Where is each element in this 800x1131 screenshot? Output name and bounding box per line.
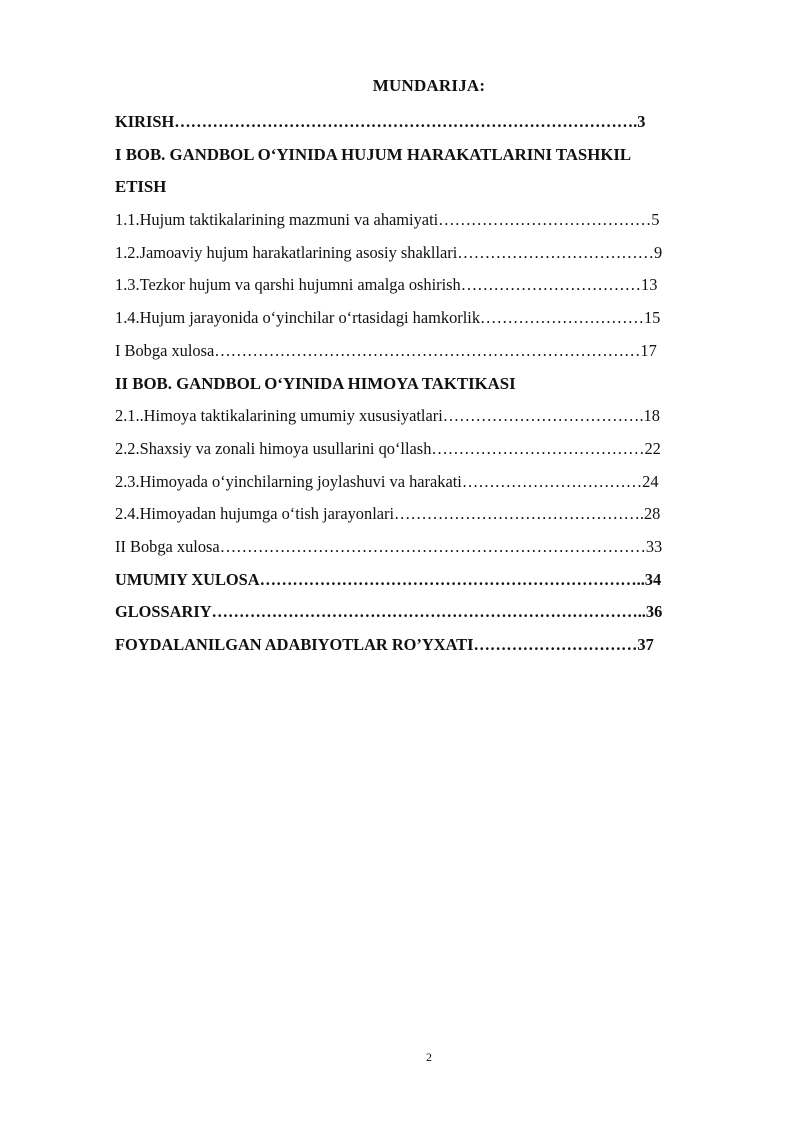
toc-entry-1-2[interactable]: 1.2.Jamoaviy hujum harakatlarining asosiy shakllari………………………………9 bbox=[115, 242, 663, 262]
toc-entry-chapter-1-line-1[interactable]: I BOB. GANDBOL O‘YINIDA HUJUM HARAKATLARINI TASHKIL bbox=[115, 144, 632, 164]
toc-entry-2-2[interactable]: 2.2.Shaxsiy va zonali himoya usullarini qo‘llash…………………………………22 bbox=[115, 438, 661, 458]
table-of-contents bbox=[115, 106, 745, 662]
toc-entry-2-4[interactable]: 2.4.Himoyadan hujumga o‘tish jarayonlari……………………………………….28 bbox=[115, 504, 661, 524]
toc-entry-chapter-2[interactable]: II BOB. GANDBOL O‘YINIDA HIMOYA TAKTIKASI bbox=[115, 373, 516, 393]
page-number: 2 bbox=[426, 1050, 432, 1064]
toc-entry-chapter-1-line-2[interactable]: ETISH bbox=[115, 177, 167, 197]
toc-entry-glossary[interactable]: GLOSSARIY……………………………………………………………………..36 bbox=[115, 602, 663, 622]
toc-entry-chapter-2-conclusion[interactable]: II Bobga xulosa……………………………………………………………………33 bbox=[115, 536, 663, 556]
toc-entry-1-1[interactable]: 1.1.Hujum taktikalarining mazmuni va ahamiyati…………………………………5 bbox=[115, 210, 660, 230]
toc-entry-2-3[interactable]: 2.3.Himoyada o‘yinchilarning joylashuvi va harakati……………………………24 bbox=[115, 471, 659, 491]
page-title: MUNDARIJA: bbox=[372, 76, 486, 95]
toc-entry-references[interactable]: FOYDALANILGAN ADABIYOTLAR RO’YXATI…………………………37 bbox=[115, 635, 654, 654]
toc-entry-chapter-1-conclusion[interactable]: I Bobga xulosa……………………………………………………………………17 bbox=[115, 340, 657, 360]
toc-entry-1-4[interactable]: 1.4.Hujum jarayonida o‘yinchilar o‘rtasidagi hamkorlik…………………………15 bbox=[115, 308, 661, 328]
toc-entry-2-1[interactable]: 2.1..Himoya taktikalarining umumiy xususiyatlari……………………………….18 bbox=[115, 406, 660, 426]
toc-entry-1-3[interactable]: 1.3.Tezkor hujum va qarshi hujumni amalga oshirish……………………………13 bbox=[115, 275, 658, 295]
toc-entry-kirish[interactable]: KIRISH………………………………………………………………………….3 bbox=[115, 112, 646, 131]
toc-entry-general-conclusion[interactable]: UMUMIY XULOSA……………………………………………………………..34 bbox=[115, 569, 662, 589]
